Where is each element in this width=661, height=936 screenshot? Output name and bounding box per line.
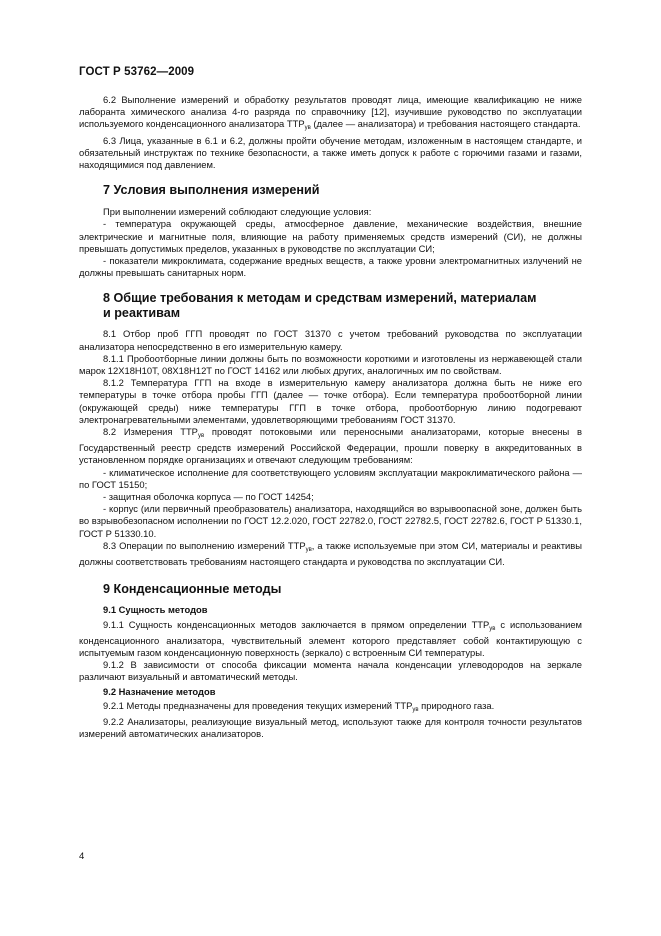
paragraph-8-1: 8.1 Отбор проб ГГП проводят по ГОСТ 31370 с учетом требований руководства по эксплуатации анализатора непосредственно в его измерительную камеру. [79, 328, 582, 352]
list-item: - климатическое исполнение для соответствующего условиям эксплуатации макроклиматического района — по ГОСТ 15150; [79, 466, 582, 490]
page-number: 4 [79, 851, 85, 862]
paragraph-6-2: 6.2 Выполнение измерений и обработку результатов проводят лица, имеющие квалификацию не ниже лаборанта химического анализа 4-го разряда по справочнику [12], изучившие руководство по эксплуатации используемого конденсационного анализатора $ТТР_{ув}$ (далее — анализатора) и требования настоящего стандарта. [79, 94, 582, 132]
section-8-heading: 8 Общие требования к методам и средствам измерений, материалам и реактивам [103, 291, 537, 321]
subsection-9-2-heading: 9.2 Назначение методов [103, 685, 216, 697]
paragraph-9-2-1: 9.2.1 Методы предназначены для проведения текущих измерений $ТТР_{ув}$ природного газа. [103, 699, 495, 713]
subsection-9-1-heading: 9.1 Сущность методов [103, 604, 208, 616]
section-9-heading: 9 Конденсационные методы [103, 582, 282, 597]
paragraph-8-3: 8.3 Операции по выполнению измерений $ТТР_{ув}$, а также используемые при этом СИ, материалы и реактивы должны соответствовать требованиям настоящего стандарта и руководства по эксплуатации СИ. [79, 539, 582, 568]
paragraph-9-1-1: 9.1.1 Сущность конденсационных методов заключается в прямом определении $ТТР_{ув}$ с использованием конденсационного анализатора, чувствительный элемент которого представляет собой контактирующую с испытуемым газом конденсационную поверхность (зеркало) с встроенным СИ температуры. [79, 618, 582, 658]
list-item: - корпус (или первичный преобразователь) анализатора, находящийся во взрывоопасной зоне, должен быть во взрывобезопасном исполнении по ГОСТ 12.2.020, ГОСТ 22782.0, ГОСТ 22782.5, ГОСТ 22782.6, ГОСТ Р 51330.1, ГОСТ Р 51330.10. [79, 503, 582, 539]
list-item: - температура окружающей среды, атмосферное давление, механические воздействия, внешние электрические и магнитные поля, влияющие на работу применяемых средств измерений (СИ), не должны превышать допустимых пределов, указанных в руководстве по эксплуатации СИ; [79, 218, 582, 254]
document-header: ГОСТ Р 53762—2009 [79, 66, 195, 78]
list-item: - показатели микроклимата, содержание вредных веществ, а также уровни электромагнитных излучений не должны превышать санитарных норм. [79, 255, 582, 279]
paragraph-8-1-2: 8.1.2 Температура ГГП на входе в измерительную камеру анализатора должна быть не ниже его температуры в точке отбора пробы ГГП (далее — точке отбора). Если температура пробоотборной линии (окружающей среды) ниже температуры ГГП в точке отбора, пробоотборную линию подогревают электронагревательными элементами, удовлетворяющими требованиям ГОСТ 31370. [79, 377, 582, 425]
paragraph-6-3: 6.3 Лица, указанные в 6.1 и 6.2, должны пройти обучение методам, изложенным в настоящем стандарте, и обязательный инструктаж по технике безопасности, а также иметь допуск к работе с горючими газами и газами, находящимися под давлением. [79, 134, 582, 171]
paragraph-8-1-1: 8.1.1 Пробоотборные линии должны быть по возможности короткими и изготовлены из нержавеющей стали марок 12Х18Н10Т, 08Х18Н12Т по ГОСТ 14162 или любых других, аналогичных им по свойствам. [79, 352, 582, 377]
document-body [79, 94, 582, 740]
section-7-heading: 7 Условия выполнения измерений [103, 183, 320, 198]
paragraph-8-2: 8.2 Измерения $ТТР_{ув}$ проводят потоковыми или переносными анализаторами, которые внесены в Государственный реестр средств измерений Российской Федерации, прошли поверку в аккредитованных в установленном порядке организациях и отвечают следующим требованиям: [79, 426, 582, 466]
paragraph-7-intro: При выполнении измерений соблюдают следующие условия: [103, 206, 372, 218]
paragraph-9-1-2: 9.1.2 В зависимости от способа фиксации момента начала конденсации углеводородов на зеркале различают визуальный и автоматический методы. [79, 659, 582, 683]
paragraph-9-2-2: 9.2.2 Анализаторы, реализующие визуальный метод, используют также для контроля точности результатов измерений автоматических анализаторов. [79, 715, 582, 740]
list-item: - защитная оболочка корпуса — по ГОСТ 14254; [103, 491, 314, 503]
